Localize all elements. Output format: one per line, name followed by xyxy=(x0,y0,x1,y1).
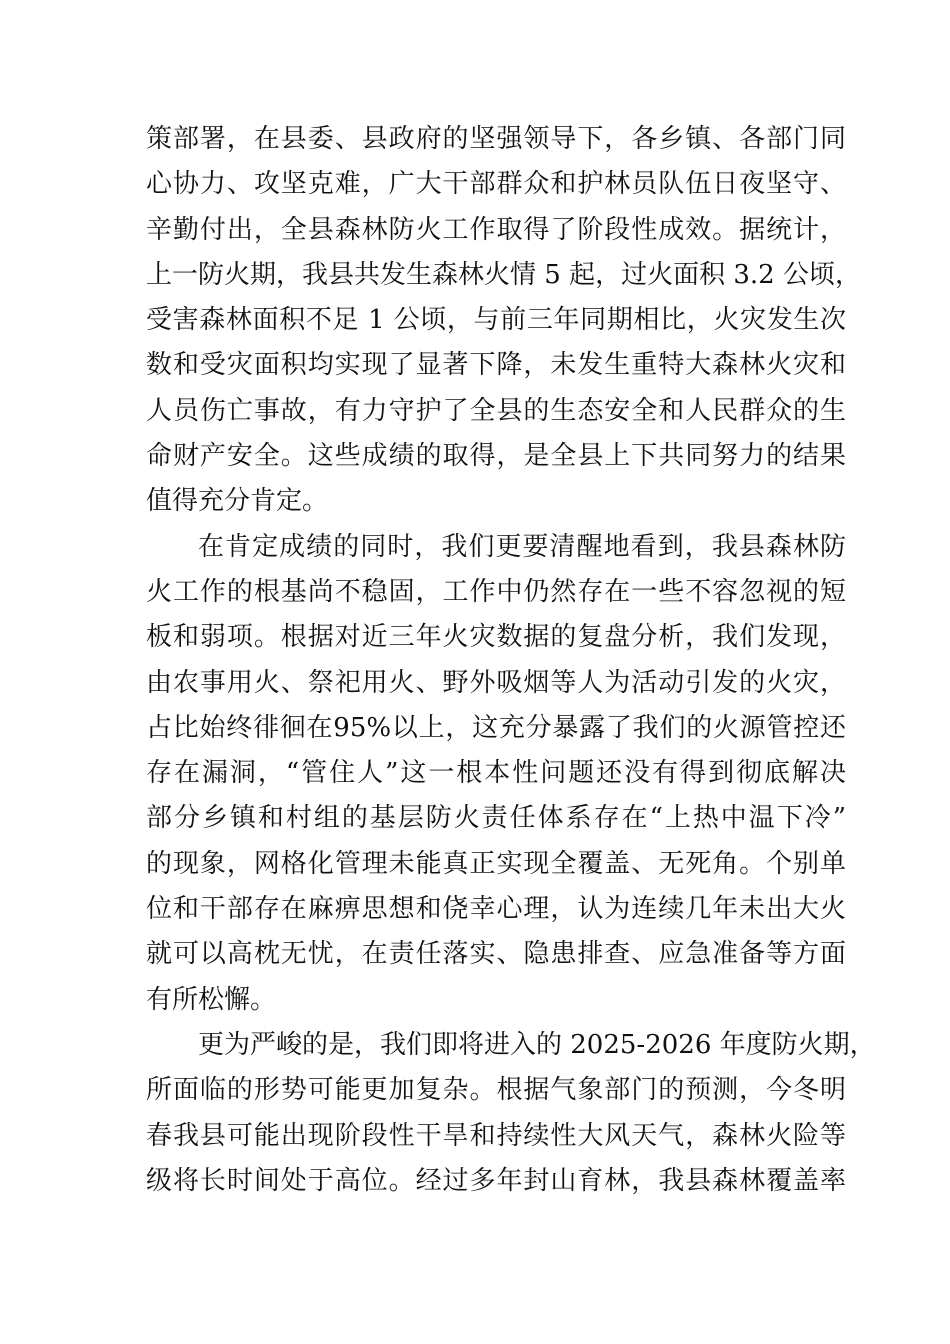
text-line: 占比始终徘徊在95%以上，这充分暴露了我们的火源管控还 xyxy=(146,712,846,743)
text-line: 春我县可能出现阶段性干旱和持续性大风天气，森林火险等 xyxy=(146,1120,846,1151)
text-line: 位和干部存在麻痹思想和侥幸心理，认为连续几年未出大火 xyxy=(146,894,846,925)
text-line: 部分乡镇和村组的基层防火责任体系存在“上热中温下冷” xyxy=(146,803,846,834)
text-line: 级将长时间处于高位。经过多年封山育林，我县森林覆盖率 xyxy=(146,1165,846,1196)
text-line: 策部署，在县委、县政府的坚强领导下，各乡镇、各部门同 xyxy=(146,124,846,154)
text-line: 有所松懈。 xyxy=(146,984,277,1015)
text-line: 心协力、攻坚克难，广大干部群众和护林员队伍日夜坚守、 xyxy=(146,169,846,200)
text-line: 火工作的根基尚不稳固，工作中仍然存在一些不容忽视的短 xyxy=(146,576,846,607)
text-line: 受害森林面积不足 1 公顷，与前三年同期相比，火灾发生次 xyxy=(146,305,846,336)
paragraph-1 xyxy=(146,117,861,525)
text-line: 辛勤付出，全县森林防火工作取得了阶段性成效。据统计， xyxy=(146,214,846,245)
text-line: 存在漏洞，“管住人”这一根本性问题还没有得到彻底解决 xyxy=(146,758,846,789)
text-line: 数和受灾面积均实现了显著下降，未发生重特大森林火灾和 xyxy=(146,350,846,381)
paragraph-2 xyxy=(146,525,846,1023)
text-line: 由农事用火、祭祀用火、野外吸烟等人为活动引发的火灾， xyxy=(146,667,846,698)
text-line: 就可以高枕无忧，在责任落实、隐患排查、应急准备等方面 xyxy=(146,939,846,970)
paragraph-3 xyxy=(146,1023,876,1204)
text-line: 在肯定成绩的同时，我们更要清醒地看到，我县森林防 xyxy=(198,531,846,562)
text-line: 更为严峻的是，我们即将进入的 2025-2026 年度防火期， xyxy=(198,1029,876,1060)
text-line: 板和弱项。根据对近三年火灾数据的复盘分析，我们发现， xyxy=(146,622,846,653)
text-line: 命财产安全。这些成绩的取得，是全县上下共同努力的结果 xyxy=(146,441,846,472)
text-line: 的现象，网格化管理未能真正实现全覆盖、无死角。个别单 xyxy=(146,848,846,879)
document-body xyxy=(146,117,876,1204)
text-line: 所面临的形势可能更加复杂。根据气象部门的预测，今冬明 xyxy=(146,1075,846,1106)
text-line: 值得充分肯定。 xyxy=(146,486,329,517)
text-line: 上一防火期，我县共发生森林火情 5 起，过火面积 3.2 公顷， xyxy=(146,259,861,290)
text-line: 人员伤亡事故，有力守护了全县的生态安全和人民群众的生 xyxy=(146,395,846,426)
